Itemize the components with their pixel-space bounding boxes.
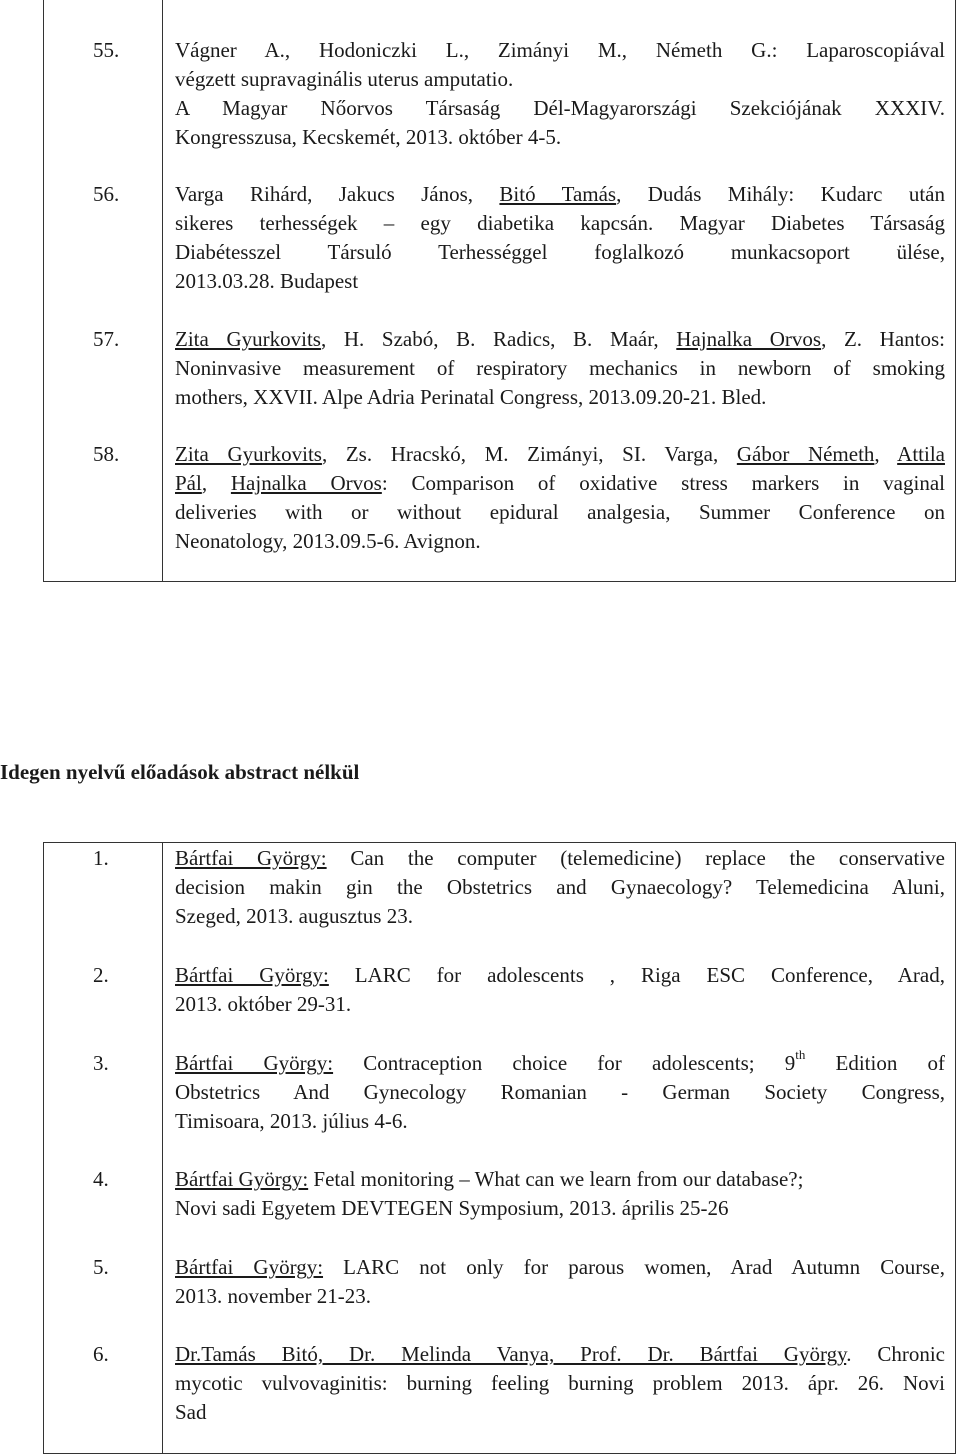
entry-line: Sad [175,1400,207,1424]
entry-line: decision makin gin the Obstetrics and Gynaecology? Telemedicina Aluni, [175,875,945,899]
entry-line: 2013. október 29-31. [175,992,352,1016]
entry-number: 2. [93,963,109,987]
entry-line: Neonatology, 2013.09.5-6. Avignon. [175,529,481,553]
entry-line: Bártfai György: LARC not only for parous women, Arad Autumn Course, [175,1255,945,1279]
entry-line: Bártfai György: LARC for adolescents , Riga ESC Conference, Arad, [175,963,945,987]
entry-number: 58. [93,442,120,466]
author-link: Bártfai György: [175,963,329,987]
entry-line: Vágner A., Hodoniczki L., Zimányi M., Németh G.: Laparoscopiával [175,38,945,62]
entry-line: Pál, Hajnalka Orvos: Comparison of oxidative stress markers in vaginal [175,471,945,495]
entry-line: Varga Rihárd, Jakucs János, Bitó Tamás, Dudás Mihály: Kudarc után [175,182,945,206]
entry-line: Szeged, 2013. augusztus 23. [175,904,413,928]
author-link: Bártfai György: [175,846,327,870]
entry-number: 6. [93,1342,109,1366]
author-link: Bitó Tamás [499,182,617,206]
author-link: Bártfai György: [175,1255,324,1279]
table-column-divider [162,0,163,581]
entry-number: 5. [93,1255,109,1279]
publications-table-top [43,0,956,582]
author-link: Zita Gyurkovits [175,327,321,351]
entry-line: Noninvasive measurement of respiratory mechanics in newborn of smoking [175,356,945,380]
entry-line: 2013. november 21-23. [175,1284,371,1308]
entry-line: Bártfai György: Contraception choice for adolescents; 9th Edition of [175,1047,945,1075]
author-link: Bártfai György: [175,1167,309,1191]
entry-line: Zita Gyurkovits, H. Szabó, B. Radics, B. Maár, Hajnalka Orvos, Z. Hantos: [175,327,945,351]
entry-number: 1. [93,846,109,870]
entry-number: 4. [93,1167,109,1191]
entry-line: Obstetrics And Gynecology Romanian - German Society Congress, [175,1080,945,1104]
author-link: Hajnalka Orvos [230,471,382,495]
entry-line: mothers, XXVII. Alpe Adria Perinatal Congress, 2013.09.20-21. Bled. [175,385,767,409]
entry-number: 56. [93,182,120,206]
section-heading: Idegen nyelvű előadások abstract nélkül [0,760,360,784]
entry-line: Novi sadi Egyetem DEVTEGEN Symposium, 2013. április 25-26 [175,1196,729,1220]
entry-line: deliveries with or without epidural analgesia, Summer Conference on [175,500,945,524]
entry-line: A Magyar Nőorvos Társaság Dél-Magyarországi Szekciójának XXXIV. [175,96,945,120]
author-link: Gábor Németh [736,442,875,466]
entry-line: végzett supravaginális uterus amputatio. [175,67,514,91]
entry-number: 57. [93,327,120,351]
table-column-divider [162,843,163,1453]
entry-line: Kongresszusa, Kecskemét, 2013. október 4-5. [175,125,562,149]
author-link: Pál [175,471,202,495]
entry-line: mycotic vulvovaginitis: burning feeling burning problem 2013. ápr. 26. Novi [175,1371,945,1395]
entry-line: Dr.Tamás Bitó, Dr. Melinda Vanya, Prof. Dr. Bártfai György. Chronic [175,1342,946,1366]
author-link: Attila [897,442,945,466]
entry-line: 2013.03.28. Budapest [175,269,359,293]
author-link: Hajnalka Orvos [676,327,822,351]
entry-line: sikeres terhességek – egy diabetika kapcsán. Magyar Diabetes Társaság [175,211,945,235]
author-link: Zita Gyurkovits [175,442,322,466]
entry-line: Zita Gyurkovits, Zs. Hracskó, M. Zimányi, SI. Varga, Gábor Németh, Attila [175,442,945,466]
author-link: Bártfai György: [175,1051,334,1075]
entry-number: 55. [93,38,120,62]
entry-line: Diabétesszel Társuló Terhességgel foglalkozó munkacsoport ülése, [175,240,945,264]
entry-line: Timisoara, 2013. július 4-6. [175,1109,408,1133]
entry-number: 3. [93,1051,109,1075]
superscript: th [795,1047,806,1062]
entry-line: Bártfai György: Can the computer (telemedicine) replace the conservative [175,846,945,870]
entry-line: Bártfai György: Fetal monitoring – What can we learn from our database?; [175,1167,804,1191]
author-link: Dr.Tamás Bitó, Dr. Melinda Vanya, Prof. Dr. Bártfai György [175,1342,847,1366]
publications-table-bottom [43,842,956,1454]
